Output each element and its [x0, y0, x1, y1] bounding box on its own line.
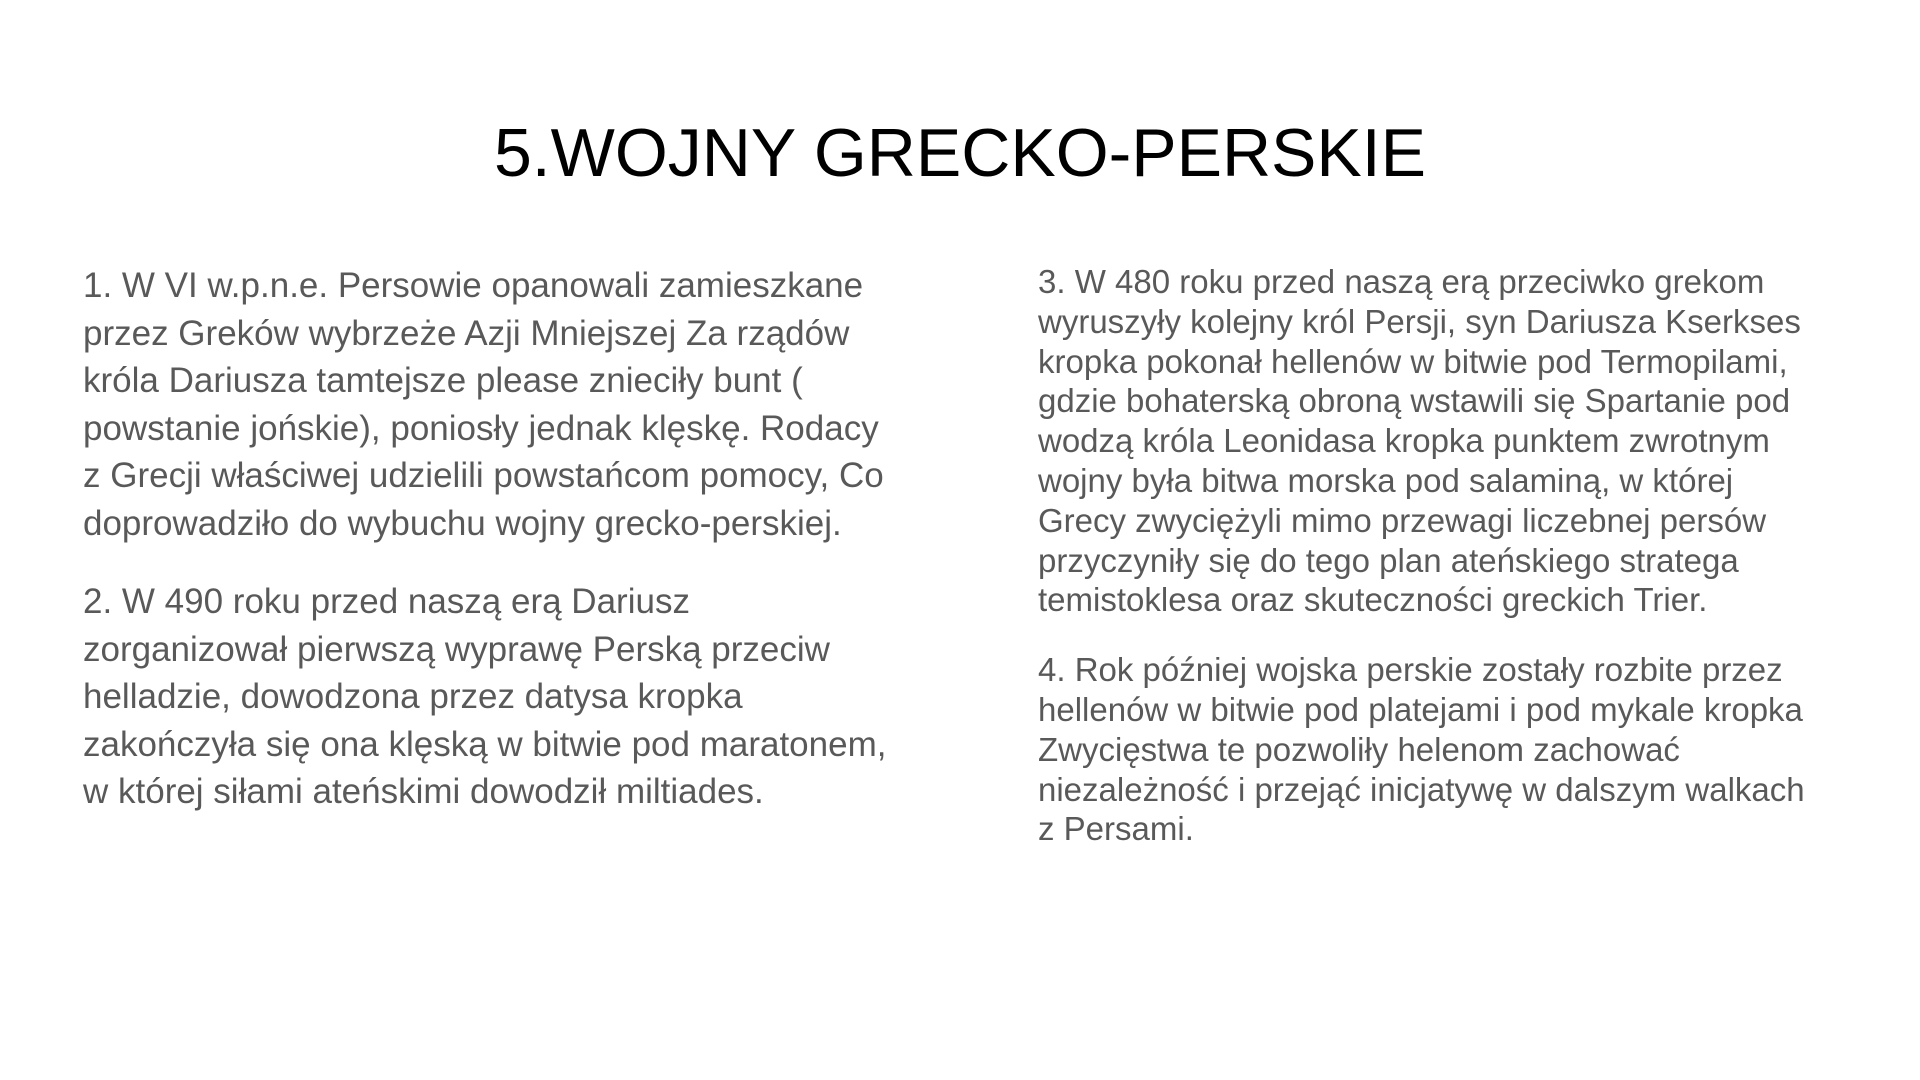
- text-line: wodzą króla Leonidasa kropka punktem zwrotnym: [1038, 422, 1770, 460]
- text-line: z Persami.: [1038, 810, 1194, 848]
- text-line: powstanie jońskie), poniosły jednak klęskę. Rodacy: [83, 408, 879, 448]
- text-line: hellenów w bitwie pod platejami i pod mykale kropka: [1038, 690, 1803, 728]
- text-line: doprowadziło do wybuchu wojny grecko-perskiej.: [83, 503, 842, 543]
- text-line: w której siłami ateńskimi dowodził miltiades.: [83, 772, 764, 811]
- paragraph-4: [1038, 650, 1868, 849]
- text-line: przez Greków wybrzeże Azji Mniejszej Za rządów: [83, 313, 850, 353]
- text-line: 3. W 480 roku przed naszą erą przeciwko grekom: [1038, 263, 1765, 300]
- text-line: kropka pokonał hellenów w bitwie pod Termopilami,: [1038, 342, 1788, 380]
- text-line: Zwycięstwa te pozwoliły helenom zachować: [1038, 730, 1680, 768]
- text-line: niezależność i przejąć inicjatywę w dalszym walkach: [1038, 770, 1805, 808]
- paragraph-2: [83, 578, 963, 816]
- slide-title: 5.WOJNY GRECKO-PERSKIE: [493, 115, 1427, 191]
- text-line: helladzie, dowodzona przez datysa kropka: [83, 677, 743, 716]
- text-line: przyczyniły się do tego plan ateńskiego stratega: [1038, 541, 1739, 579]
- left-column: [83, 262, 963, 816]
- text-line: Grecy zwyciężyli mimo przewagi liczebnej persów: [1038, 501, 1767, 539]
- text-line: wyruszyły kolejny król Persji, syn Dariusza Kserkses: [1038, 302, 1801, 340]
- text-line: zakończyła się ona klęską w bitwie pod maratonem,: [83, 724, 887, 764]
- right-column: [1038, 262, 1868, 849]
- text-line: gdzie bohaterską obroną wstawili się Spartanie pod: [1038, 382, 1791, 420]
- text-line: zorganizował pierwszą wyprawę Perską przeciw: [83, 629, 830, 669]
- text-line: temistoklesa oraz skuteczności greckich Trier.: [1038, 581, 1708, 619]
- text-line: 4. Rok później wojska perskie zostały rozbite przez: [1038, 651, 1783, 689]
- text-line: 2. W 490 roku przed naszą erą Dariusz: [83, 582, 690, 621]
- paragraph-3: [1038, 262, 1868, 620]
- text-line: z Grecji właściwej udzielili powstańcom pomocy, Co: [83, 456, 884, 495]
- text-line: 1. W VI w.p.n.e. Persowie opanowali zamieszkane: [83, 266, 864, 305]
- paragraph-1: [83, 262, 963, 547]
- text-line: wojny była bitwa morska pod salaminą, w której: [1038, 461, 1734, 499]
- text-line: króla Dariusza tamtejsze please znieciły bunt (: [83, 361, 803, 400]
